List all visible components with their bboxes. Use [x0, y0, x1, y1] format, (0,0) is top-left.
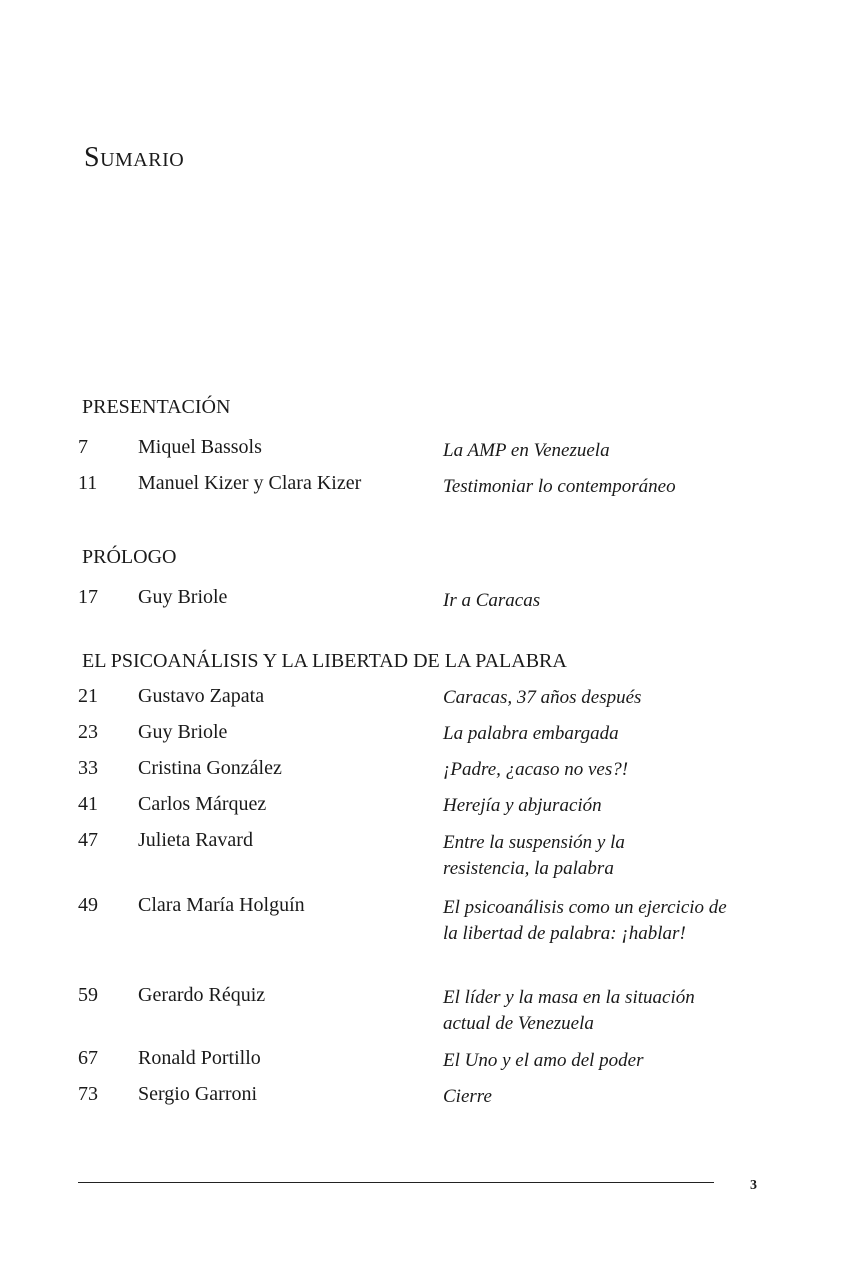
toc-page-number: 41	[78, 793, 98, 815]
toc-page-number: 59	[78, 984, 98, 1006]
toc-work-title: El Uno y el amo del poder	[443, 1050, 644, 1071]
toc-page-number: 11	[78, 472, 98, 494]
toc-author: Sergio Garroni	[138, 1083, 258, 1105]
toc-work-title: Caracas, 37 años después	[443, 687, 642, 708]
toc-author: Manuel Kizer y Clara Kizer	[138, 472, 362, 494]
toc-page-number: 47	[78, 829, 98, 851]
toc-page-number: 33	[78, 757, 98, 779]
toc-author: Clara María Holguín	[138, 894, 305, 916]
page-number: 3	[750, 1178, 757, 1193]
toc-author: Guy Briole	[138, 586, 228, 608]
toc-work-title: El líder y la masa en la situación actual de Venezuela	[443, 987, 695, 1034]
toc-page-number: 17	[78, 586, 98, 608]
toc-author: Gerardo Réquiz	[138, 984, 266, 1006]
toc-author: Julieta Ravard	[138, 829, 253, 851]
toc-work-title: ¡Padre, ¿acaso no ves?!	[443, 759, 629, 780]
toc-page-number: 7	[78, 436, 88, 458]
toc-work-title: La palabra embargada	[443, 723, 619, 744]
toc-author: Carlos Márquez	[138, 793, 267, 815]
toc-work-title: Herejía y abjuración	[443, 795, 602, 816]
toc-work-title: Ir a Caracas	[443, 590, 541, 611]
toc-author: Guy Briole	[138, 721, 228, 743]
toc-page-number: 67	[78, 1047, 98, 1069]
toc-work-title: Cierre	[443, 1086, 492, 1107]
toc-page-number: 49	[78, 894, 98, 916]
toc-author: Cristina González	[138, 757, 282, 779]
toc-work-title: El psicoanálisis como un ejercicio de la libertad de palabra: ¡hablar!	[443, 897, 727, 944]
toc-page-number: 73	[78, 1083, 98, 1105]
toc-page-number: 21	[78, 685, 98, 707]
toc-work-title: La AMP en Venezuela	[443, 440, 610, 461]
toc-page-number: 23	[78, 721, 98, 743]
section-heading-psicoanalisis: EL PSICOANÁLISIS Y LA LIBERTAD DE LA PALABRA	[82, 650, 567, 672]
footer-rule	[78, 1182, 714, 1183]
toc-author: Ronald Portillo	[138, 1047, 261, 1069]
section-heading-prologo: PRÓLOGO	[82, 546, 177, 568]
section-heading-presentacion: PRESENTACIÓN	[82, 396, 231, 418]
page-title: Sumario	[84, 142, 185, 173]
toc-work-title: Testimoniar lo contemporáneo	[443, 476, 676, 497]
toc-author: Gustavo Zapata	[138, 685, 265, 707]
toc-author: Miquel Bassols	[138, 436, 262, 458]
toc-work-title: Entre la suspensión y la resistencia, la palabra	[443, 832, 625, 879]
